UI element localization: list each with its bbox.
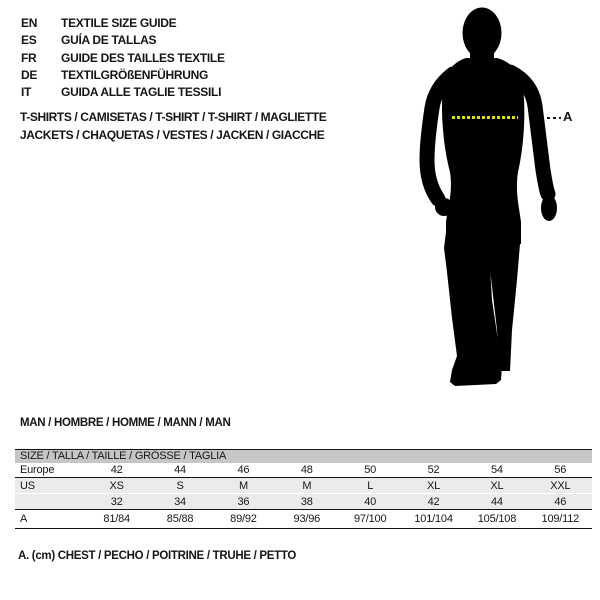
size-cell: XXL (550, 479, 571, 492)
size-table (15, 449, 592, 529)
category-lines (20, 109, 326, 144)
size-cell: 56 (554, 464, 567, 476)
language-row (21, 67, 225, 84)
row-label: Europe (20, 464, 55, 476)
language-list (21, 15, 225, 101)
size-cell: 105/108 (477, 513, 517, 525)
table-row-chest-a (15, 510, 592, 529)
man-silhouette-graphic (400, 0, 600, 410)
size-cell: 48 (300, 464, 313, 476)
size-cell: 38 (300, 495, 313, 508)
size-cell: 44 (491, 495, 503, 508)
size-cell: 36 (237, 495, 250, 508)
measurement-note: A. (cm) CHEST / PECHO / POITRINE / TRUHE / PETTO (18, 550, 297, 562)
category-line-tshirts: T-SHIRTS / CAMISETAS / T-SHIRT / T-SHIRT / MAGLIETTE (20, 110, 327, 124)
language-code: IT (21, 85, 32, 100)
man-heading: MAN / HOMBRE / HOMME / MANN / MAN (20, 417, 231, 429)
size-cell: 54 (491, 464, 503, 476)
size-table-header: SIZE / TALLA / TAILLE / GRÖSSE / TAGLIA (15, 449, 592, 463)
language-row (21, 84, 225, 101)
size-cell: XS (109, 479, 124, 492)
silhouette-left-hand (435, 198, 453, 216)
size-cell: 46 (554, 495, 567, 508)
language-title: TEXTILE SIZE GUIDE (61, 16, 177, 30)
measure-leader-dash (547, 117, 561, 119)
size-cell: 32 (110, 495, 123, 508)
man-figure (400, 0, 600, 410)
size-cell: M (302, 479, 312, 492)
size-cell: 34 (174, 495, 186, 508)
language-row (21, 15, 225, 32)
table-row-europe (15, 463, 592, 478)
size-cell: 93/96 (293, 513, 321, 525)
size-cell: XL (427, 479, 441, 492)
size-cell: 40 (364, 495, 377, 508)
silhouette-torso (442, 58, 524, 244)
measure-label-a: A (563, 109, 573, 124)
table-row-us (15, 478, 592, 494)
size-cell: 109/112 (541, 513, 580, 525)
size-cell: 42 (427, 495, 440, 508)
language-title: GUÍA DE TALLAS (61, 33, 157, 48)
size-cell: 85/88 (166, 513, 194, 525)
size-cell: XL (490, 479, 504, 492)
silhouette-right-hand (541, 195, 557, 221)
size-cell: L (367, 479, 374, 492)
language-title: GUIDA ALLE TAGLIE TESSILI (61, 85, 222, 100)
size-cell: 97/100 (353, 513, 387, 525)
size-cell: M (238, 479, 248, 492)
language-code: EN (21, 16, 38, 30)
size-cell: 89/92 (230, 513, 257, 525)
size-cell: 50 (364, 464, 377, 476)
language-row (21, 32, 225, 49)
category-line-jackets: JACKETS / CHAQUETAS / VESTES / JACKEN / GIACCHE (20, 127, 325, 142)
size-cell: 101/104 (414, 513, 453, 525)
language-title: GUIDE DES TAILLES TEXTILE (61, 50, 225, 65)
size-cell: 44 (174, 464, 186, 476)
language-row (21, 50, 225, 67)
row-label: US (20, 479, 35, 492)
language-title: TEXTILGRÖßENFÜHRUNG (61, 67, 209, 82)
language-code: FR (21, 50, 37, 65)
size-cell: 46 (237, 464, 250, 476)
language-code: ES (21, 33, 37, 48)
table-row-unlabeled (15, 494, 592, 510)
language-code: DE (21, 67, 38, 82)
size-cell: 52 (427, 464, 440, 476)
size-cell: S (176, 479, 184, 492)
chest-measure-dash-line (452, 116, 518, 119)
size-cell: 42 (110, 464, 123, 476)
size-cell: 81/84 (103, 513, 130, 525)
row-label: A (20, 513, 28, 525)
